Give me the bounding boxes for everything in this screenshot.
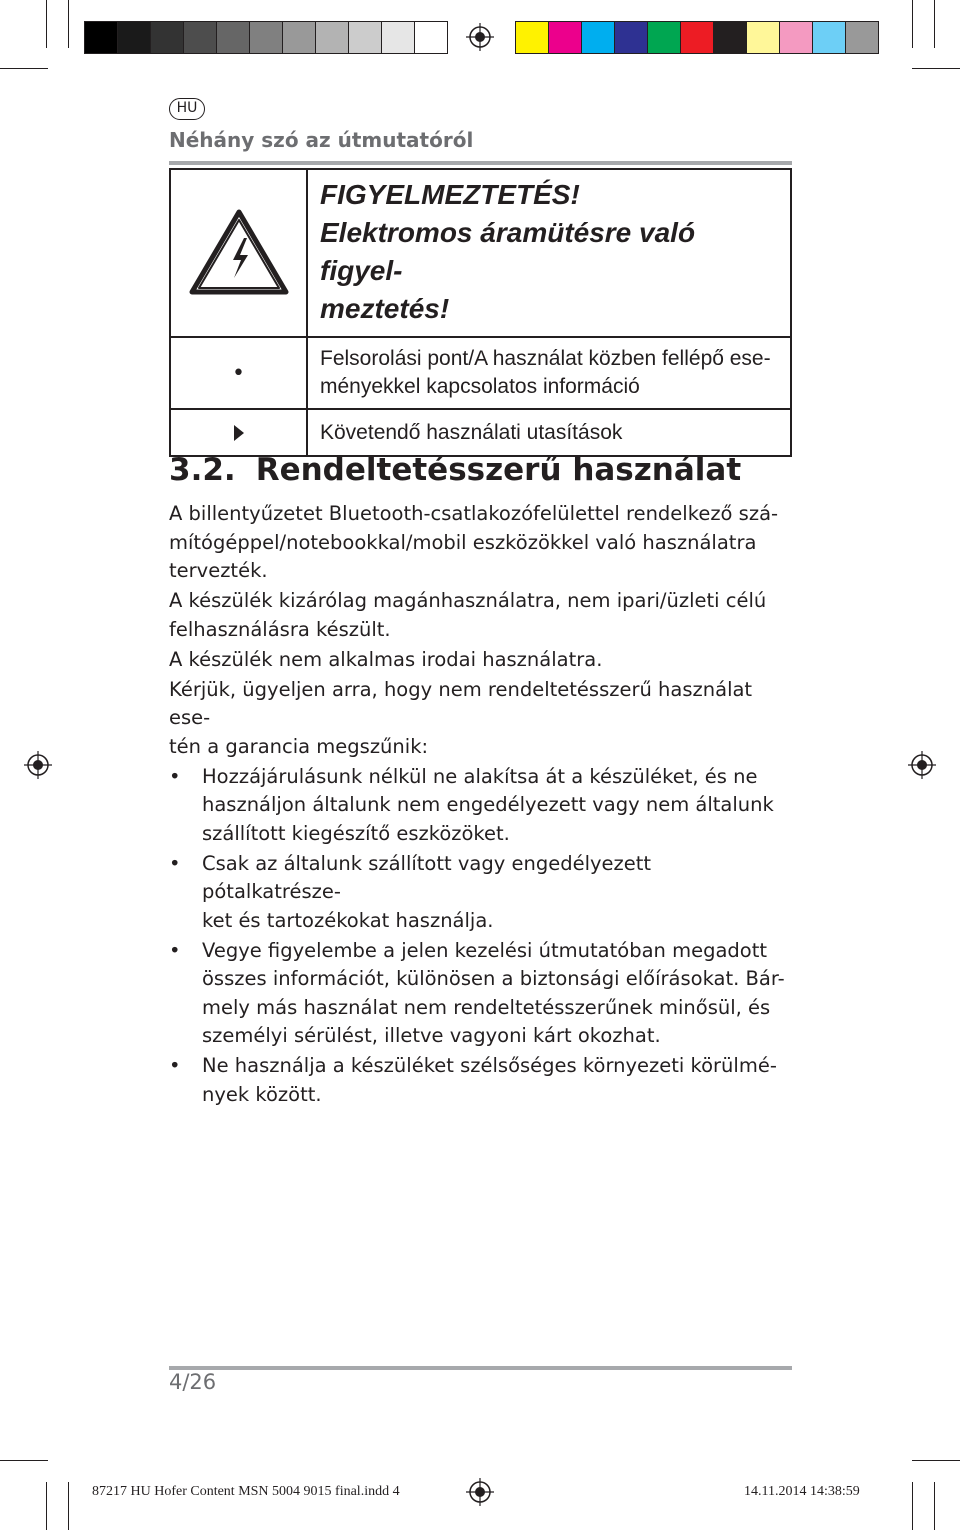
color-swatch xyxy=(615,21,648,54)
bullet-list xyxy=(169,763,789,1110)
bullet-line: Ne használja a készüléket szélsőséges környezeti körülmé- xyxy=(202,1054,777,1077)
bullet-item xyxy=(169,1052,789,1109)
language-badge: HU xyxy=(169,98,205,120)
crop-mark xyxy=(46,0,47,48)
color-swatch xyxy=(747,21,780,54)
body-paragraph xyxy=(169,646,789,675)
registration-mark-icon xyxy=(908,751,936,779)
color-swatch xyxy=(151,21,184,54)
color-swatch xyxy=(415,21,448,54)
color-swatch xyxy=(714,21,747,54)
section-title: Rendeltetésszerű használat xyxy=(255,452,742,488)
bullet-line: mely más használat nem rendeltetésszerűnek minősül, és xyxy=(202,995,771,1019)
bullet-item xyxy=(169,937,789,1051)
bullet-line: használjon általunk nem engedélyezett vagy nem általunk xyxy=(202,793,774,816)
color-swatch xyxy=(250,21,283,54)
color-swatch xyxy=(681,21,714,54)
color-swatch xyxy=(648,21,681,54)
bullet-symbol: • xyxy=(169,851,181,875)
section-number: 3.2. xyxy=(169,452,236,488)
paragraph-line: A billentyűzetet Bluetooth-csatlakozófelülettel rendelkező szá- xyxy=(169,502,779,525)
bullet-line: nyek között. xyxy=(202,1082,322,1106)
bullet-symbol: • xyxy=(169,764,181,788)
legend-symbol-cell xyxy=(170,409,307,456)
bullet-item xyxy=(169,850,789,936)
body-paragraph xyxy=(169,587,789,644)
bullet-symbol: • xyxy=(169,1054,181,1077)
footer-rule xyxy=(169,1366,792,1370)
color-swatch xyxy=(549,21,582,54)
legend-symbol-cell xyxy=(170,169,307,337)
color-swatch xyxy=(515,21,549,54)
bullet-line: összes információt, különösen a biztonsági előírásokat. Bár- xyxy=(202,967,785,990)
crop-mark xyxy=(68,0,69,48)
legend-arrow-text-cell xyxy=(307,409,791,456)
paragraph-line: mítógéppel/notebookkal/mobil eszközökkel való használatra xyxy=(169,530,757,554)
bullet-line: Vegye figyelembe a jelen kezelési útmutatóban megadott xyxy=(202,938,768,962)
crop-mark xyxy=(68,1482,69,1530)
color-swatch xyxy=(813,21,846,54)
bullet-line: személyi sérülést, illetve vagyoni kárt okozhat. xyxy=(202,1024,661,1047)
body-paragraph xyxy=(169,500,789,586)
legend-bullet-text-cell xyxy=(307,337,791,409)
grayscale-color-bar xyxy=(84,21,448,54)
registration-mark-icon xyxy=(466,23,494,51)
triangle-arrow-right-icon xyxy=(233,424,245,442)
color-swatch xyxy=(316,21,349,54)
color-swatch xyxy=(349,21,382,54)
legend-warning-text-cell xyxy=(307,169,791,337)
slug-file-info: 87217 HU Hofer Content MSN 5004 9015 final.indd 4 xyxy=(92,1484,400,1499)
paragraph-line: A készülék nem alkalmas irodai használatra. xyxy=(169,647,603,671)
color-swatch xyxy=(582,21,615,54)
color-swatch xyxy=(780,21,813,54)
crop-mark xyxy=(934,0,935,48)
crop-mark xyxy=(912,0,913,48)
crop-mark xyxy=(934,1482,935,1530)
warning-title-line: meztetés! xyxy=(320,293,450,324)
bullet-symbol: • xyxy=(169,938,181,962)
paragraph-line: tervezték. xyxy=(169,559,268,582)
crop-mark xyxy=(912,1482,913,1530)
symbol-legend-table xyxy=(169,168,792,457)
paragraph-line: tén a garancia megszűnik: xyxy=(169,734,429,758)
crop-mark xyxy=(46,1482,47,1530)
process-color-bar xyxy=(515,21,879,54)
color-swatch xyxy=(283,21,316,54)
slug-date-info: 14.11.2014 14:38:59 xyxy=(744,1484,860,1499)
legend-symbol-cell xyxy=(170,337,307,409)
crop-mark xyxy=(0,1460,48,1461)
bullet-line: Hozzájárulásunk nélkül ne alakítsa át a készüléket, és ne xyxy=(202,764,758,788)
legend-text-line: ményekkel kapcsolatos információ xyxy=(320,375,640,398)
color-swatch xyxy=(217,21,250,54)
legend-text-line: Felsorolási pont/A használat közben fellépő ese- xyxy=(320,347,771,370)
body-paragraph xyxy=(169,676,789,762)
paragraph-line: Kérjük, ügyeljen arra, hogy nem rendeltetésszerű használat ese- xyxy=(169,677,753,729)
color-swatch xyxy=(84,21,118,54)
bullet-item xyxy=(169,763,789,849)
color-swatch xyxy=(118,21,151,54)
bullet-line: szállított kiegészítő eszközöket. xyxy=(202,821,510,845)
paragraph-line: A készülék kizárólag magánhasználatra, nem ipari/üzleti célú xyxy=(169,589,767,612)
section-body xyxy=(169,500,789,1111)
electric-shock-warning-icon xyxy=(188,208,290,298)
header-rule xyxy=(169,161,792,165)
legend-text-line: Követendő használati utasítások xyxy=(320,420,623,444)
bullet-line: ket és tartozékokat használja. xyxy=(202,908,494,932)
paragraph-line: felhasználásra készült. xyxy=(169,617,391,641)
crop-mark xyxy=(0,68,48,69)
warning-title-line: Elektromos áramütésre való figyel- xyxy=(320,217,696,286)
bullet-line: Csak az általunk szállított vagy engedélyezett pótalkatrésze- xyxy=(202,851,652,903)
registration-mark-icon xyxy=(466,1478,494,1506)
registration-mark-icon xyxy=(24,751,52,779)
page-number: 4/26 xyxy=(169,1370,217,1394)
running-head: Néhány szó az útmutatóról xyxy=(169,128,474,152)
color-swatch xyxy=(382,21,415,54)
section-heading xyxy=(169,452,741,488)
crop-mark xyxy=(912,1460,960,1461)
color-swatch xyxy=(846,21,879,54)
crop-mark xyxy=(912,68,960,69)
bullet-symbol: • xyxy=(232,360,245,386)
warning-title-line: FIGYELMEZTETÉS! xyxy=(320,179,580,210)
color-swatch xyxy=(184,21,217,54)
